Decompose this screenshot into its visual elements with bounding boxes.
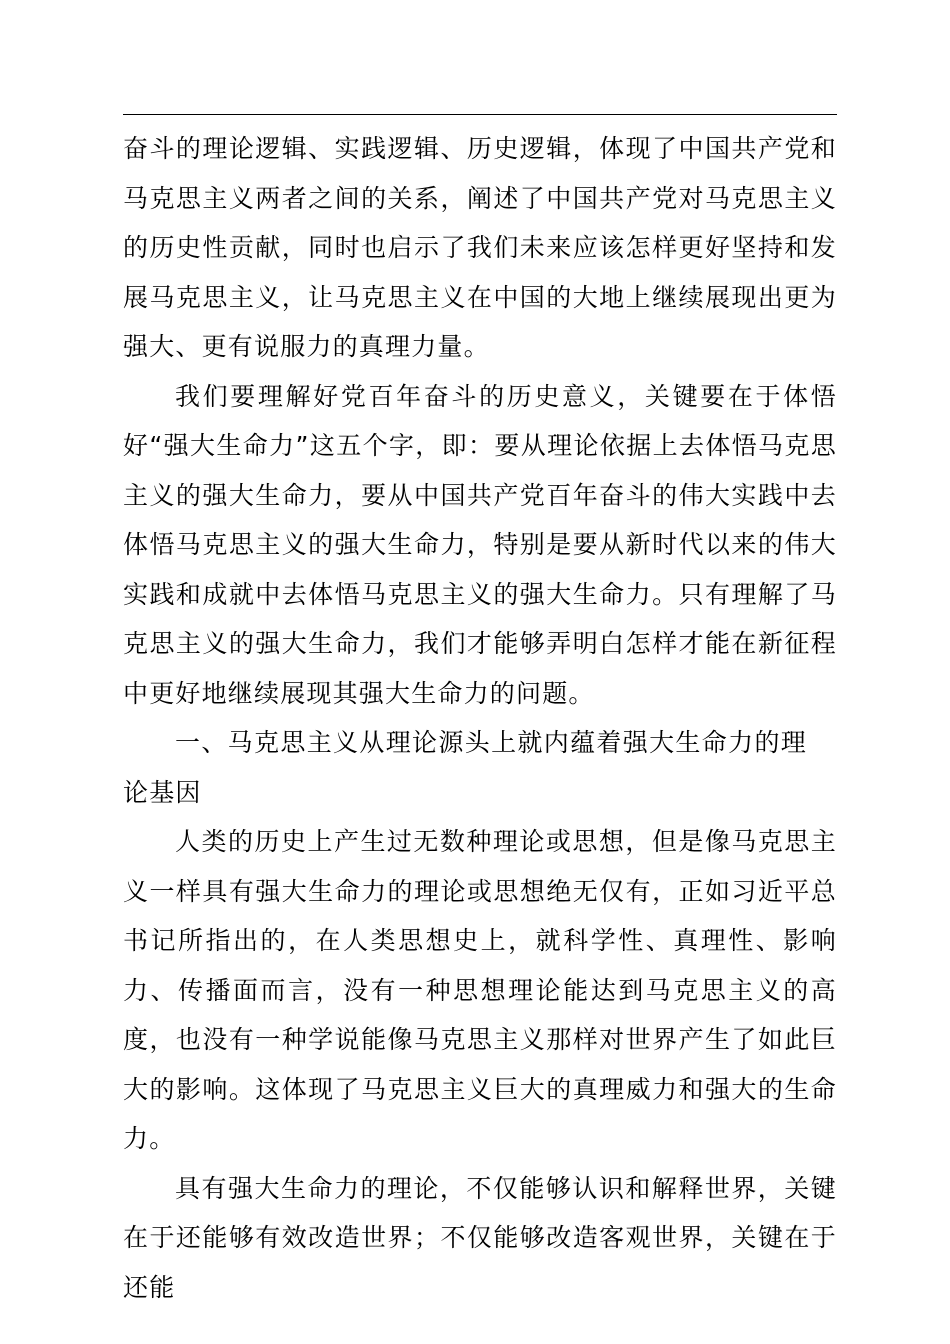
paragraph-transform-world: 具有强大生命力的理论，不仅能够认识和解释世界，关键在于还能够有效改造世界；不仅能够改造客观世界，关键在于还能 — [123, 1173, 837, 1302]
document-body — [123, 124, 837, 1312]
header-rule — [123, 114, 837, 115]
paragraph-continued: 奋斗的理论逻辑、实践逻辑、历史逻辑，体现了中国共产党和马克思主义两者之间的关系，阐述了中国共产党对马克思主义的历史性贡献，同时也启示了我们未来应该怎样更好坚持和发展马克思主义，让马克思主义在中国的大地上继续展现出更为强大、更有说服力的真理力量。 — [123, 134, 837, 361]
paragraph-historical-significance: 我们要理解好党百年奋斗的历史意义，关键要在于体悟好“强大生命力”这五个字，即：要从理论依据上去体悟马克思主义的强大生命力，要从中国共产党百年奋斗的伟大实践中去体悟马克思主义的强大生命力，特别是要从新时代以来的伟大实践和成就中去体悟马克思主义的强大生命力。只有理解了马克思主义的强大生命力，我们才能够弄明白怎样才能在新征程中更好地继续展现其强大生命力的问题。 — [123, 381, 837, 708]
paragraph-theoretical-influence: 人类的历史上产生过无数种理论或思想，但是像马克思主义一样具有强大生命力的理论或思想绝无仅有，正如习近平总书记所指出的，在人类思想史上，就科学性、真理性、影响力、传播面而言，没有一种思想理论能达到马克思主义的高度，也没有一种学说能像马克思主义那样对世界产生了如此巨大的影响。这体现了马克思主义巨大的真理威力和强大的生命力。 — [123, 827, 837, 1153]
section-heading-1: 一、马克思主义从理论源头上就内蕴着强大生命力的理论基因 — [123, 728, 807, 807]
